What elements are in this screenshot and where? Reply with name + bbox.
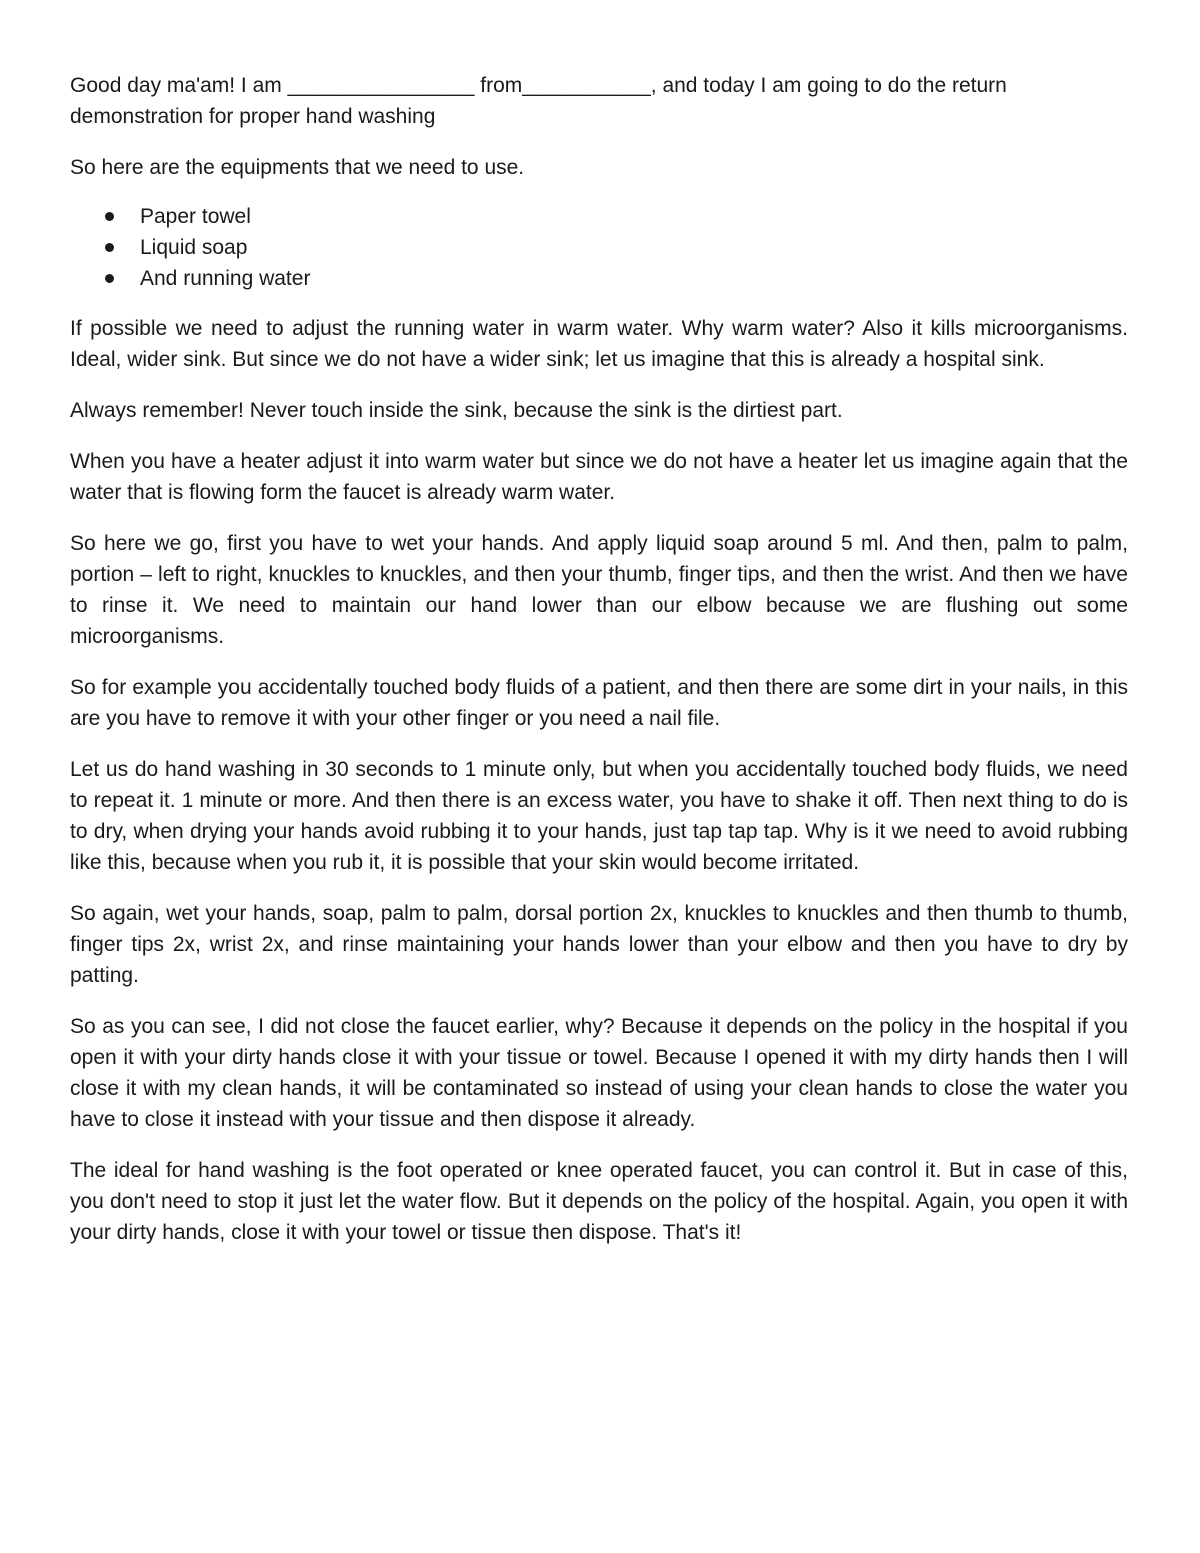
bullet-icon xyxy=(105,212,114,221)
sink-warning-paragraph: Always remember! Never touch inside the sink, because the sink is the dirtiest part. xyxy=(70,399,843,422)
closing-paragraph: The ideal for hand washing is the foot operated or knee operated faucet, you can control it. But in case of this, you don't need to stop it just let the water flow. But it depends on the policy of the hospital. Again, you open it with your dirty hands, close it with your towel or tissue then dispose. That's it! xyxy=(70,1159,1128,1244)
heater-paragraph: When you have a heater adjust it into warm water but since we do not have a heater let us imagine again that the water that is flowing form the faucet is already warm water. xyxy=(70,450,1128,504)
list-item xyxy=(70,232,1128,263)
equipment-list xyxy=(70,201,1128,294)
faucet-paragraph: So as you can see, I did not close the faucet earlier, why? Because it depends on the policy in the hospital if you open it with your dirty hands close it with your tissue or towel. Because I opened it with my dirty hands then I will close it with my clean hands, it will be contaminated so instead of using your clean hands to close the water you have to close it instead with your tissue and then dispose it already. xyxy=(70,1015,1128,1131)
equipment-label: Paper towel xyxy=(140,205,251,228)
body-fluids-paragraph: So for example you accidentally touched body fluids of a patient, and then there are some dirt in your nails, in this are you have to remove it with your other finger or you need a nail file. xyxy=(70,676,1128,730)
list-item xyxy=(70,201,1128,232)
steps-paragraph: So here we go, first you have to wet your hands. And apply liquid soap around 5 ml. And then, palm to palm, portion – left to right, knuckles to knuckles, and then your thumb, finger tips, and then the wrist. And then we have to rinse it. We need to maintain our hand lower than our elbow because we are flushing out some microorganisms. xyxy=(70,532,1128,648)
equipment-intro-paragraph: So here are the equipments that we need to use. xyxy=(70,156,525,179)
equipment-label: And running water xyxy=(140,267,311,290)
intro-paragraph: Good day ma'am! I am ________________ from___________, and today I am going to do the return demonstration for proper hand washing xyxy=(70,74,1007,128)
warm-water-paragraph: If possible we need to adjust the running water in warm water. Why warm water? Also it kills microorganisms. Ideal, wider sink. But since we do not have a wider sink; let us imagine that this is already a hospital sink. xyxy=(70,317,1128,371)
document-page xyxy=(70,70,1128,1268)
bullet-icon xyxy=(105,243,114,252)
equipment-label: Liquid soap xyxy=(140,236,248,259)
list-item xyxy=(70,263,1128,294)
duration-paragraph: Let us do hand washing in 30 seconds to 1 minute only, but when you accidentally touched body fluids, we need to repeat it. 1 minute or more. And then there is an excess water, you have to shake it off. Then next thing to do is to dry, when drying your hands avoid rubbing it to your hands, just tap tap tap. Why is it we need to avoid rubbing like this, because when you rub it, it is possible that your skin would become irritated. xyxy=(70,758,1128,874)
bullet-icon xyxy=(105,274,114,283)
recap-paragraph: So again, wet your hands, soap, palm to palm, dorsal portion 2x, knuckles to knuckles and then thumb to thumb, finger tips 2x, wrist 2x, and rinse maintaining your hands lower than your elbow and then you have to dry by patting. xyxy=(70,902,1128,987)
